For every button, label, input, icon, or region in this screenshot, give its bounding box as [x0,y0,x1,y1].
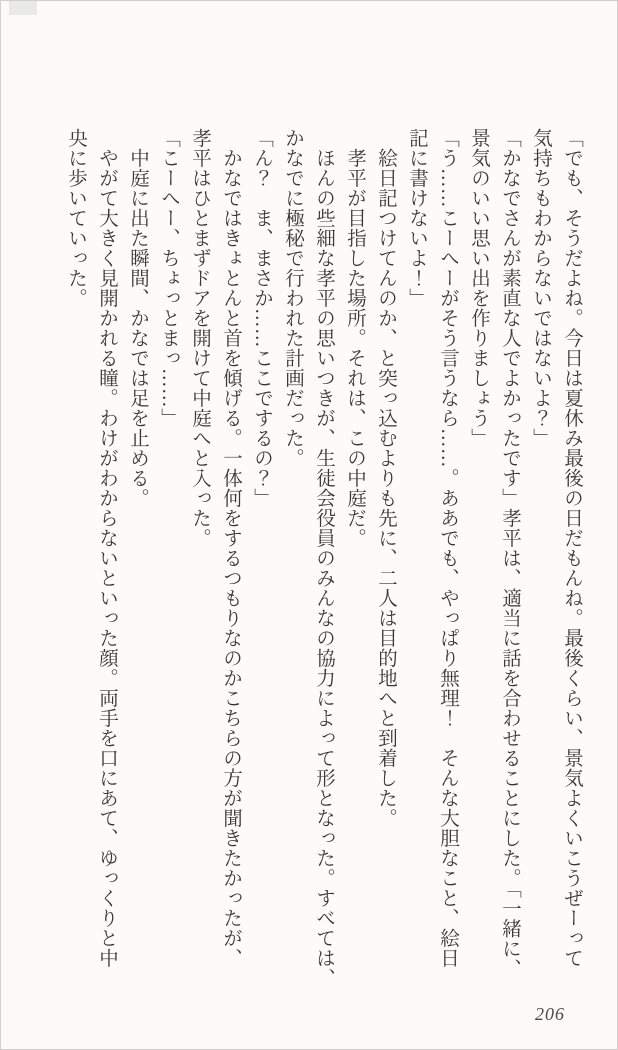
text-column-7: 絵日記つけてんのか、と突っ込むよりも先に、二人は目的地へと到着した。 [375,128,396,828]
page-text [57,128,587,988]
text-column-11: 「ん？ ま、まさか……ここでするの？」 [251,128,272,508]
text-column-3: 「かなでさんが素直な人でよかったです」孝平は、適当に話を合わせることにした。「一緒に、 [499,128,520,979]
text-column-13: 孝平はひとまずドアを開けて中庭へと入った。 [189,128,210,548]
text-column-17: 央に歩いていった。 [65,128,86,308]
text-column-5: 「う……こーへーがそう言うなら……。ああでも、やっぱり無理！ そんな大胆なこと、絵日 [437,128,458,968]
text-column-14: 「こーへー、ちょっとまっ……」 [158,128,179,428]
text-column-4: 景気のいい思い出を作りましょう」 [468,128,489,448]
text-column-15: 中庭に出た瞬間、かなでは足を止める。 [127,128,148,508]
text-column-16: やがて大きく見開かれる瞳。わけがわからないといった顔。両手を口にあて、ゆっくりと中 [96,128,117,968]
text-column-12: かなではきょとんと首を傾げる。一体何をするつもりなのかこちらの方が聞きたかったが、 [220,128,241,968]
scan-artifact [9,1,37,15]
text-column-6: 記に書けないよ！」 [406,128,427,308]
text-column-9: ほんの些細な孝平の思いつきが、生徒会役員のみんなの協力によって形となった。すべては、 [313,128,334,988]
text-column-2: 気持ちもわからないではないよ？」 [530,128,551,448]
text-column-10: かなでに極秘で行われた計画だった。 [282,128,303,468]
text-column-8: 孝平が目指した場所。それは、この中庭だ。 [344,128,365,548]
page-number: 206 [535,1004,565,1024]
text-column-1: 「でも、そうだよね。今日は夏休み最後の日だもんね。最後くらい、景気よくいこうぜーって [561,128,582,968]
